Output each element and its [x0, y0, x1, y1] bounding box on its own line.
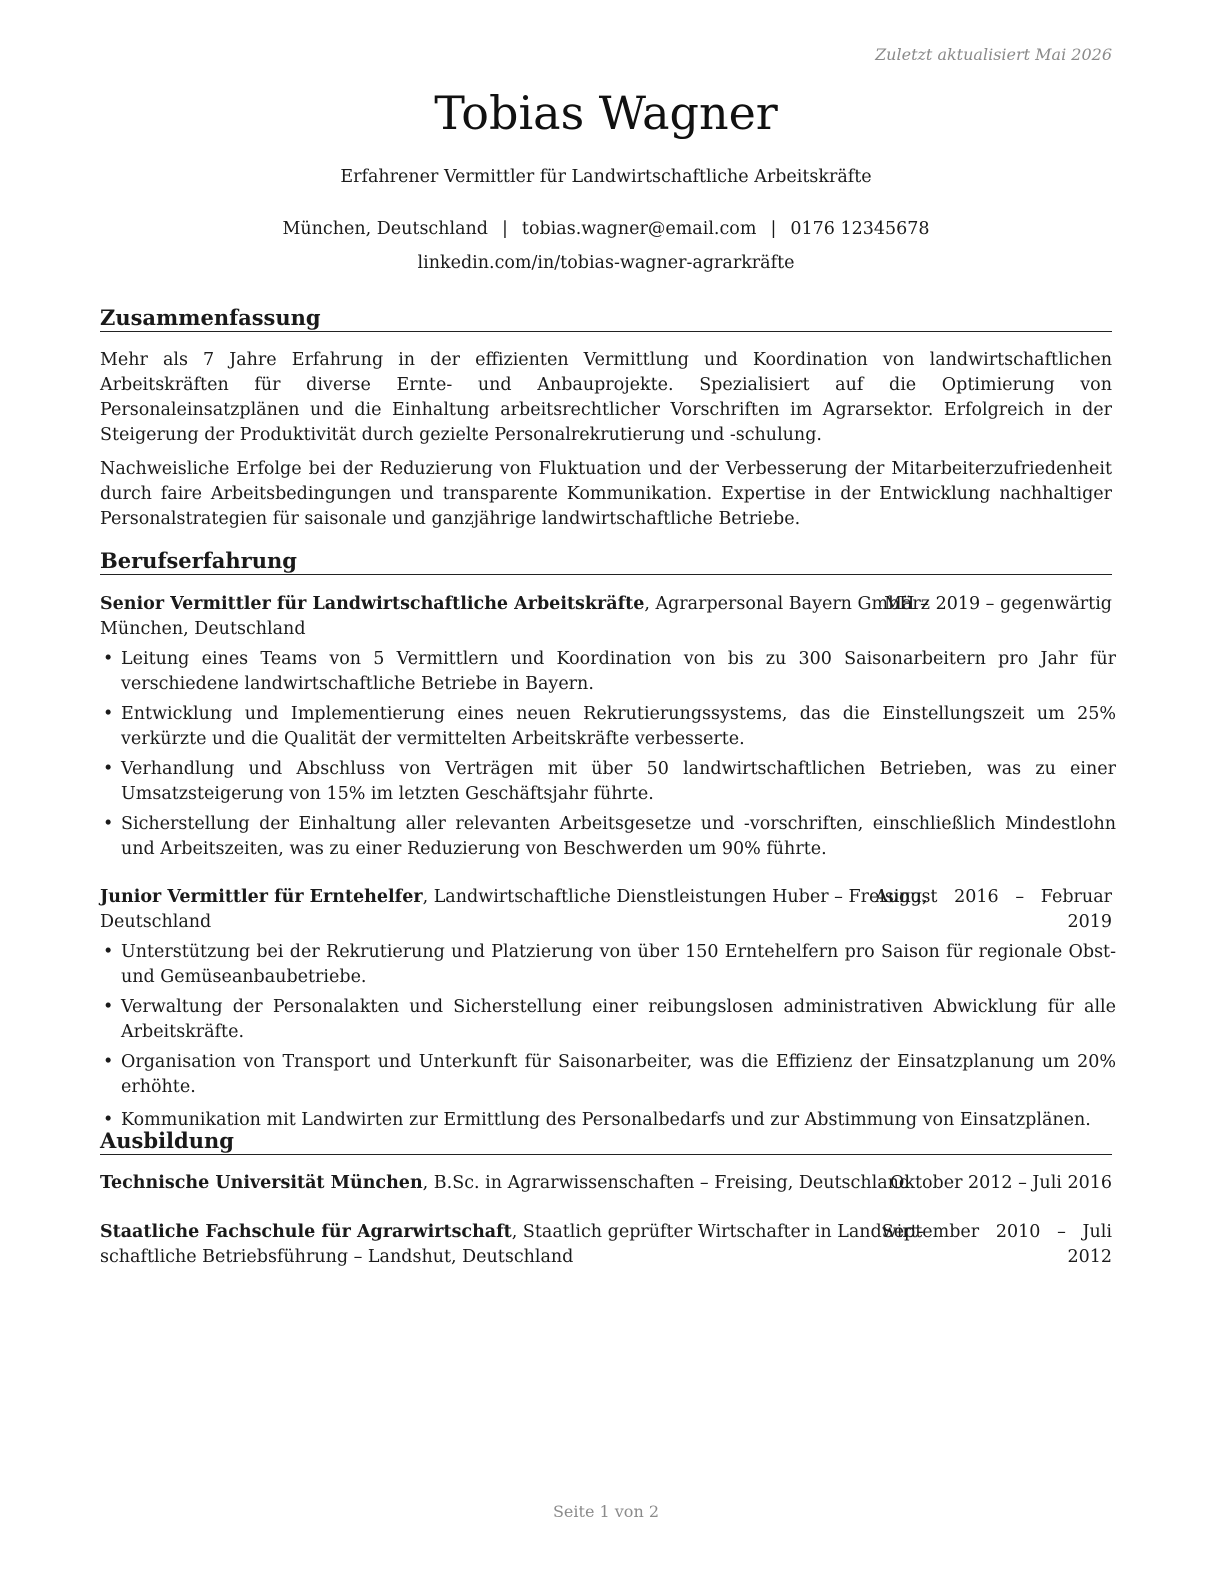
- contact-email[interactable]: tobias.wagner@email.com: [521, 219, 757, 239]
- list-item: • Entwicklung und Implementierung eines neuen Rekrutierungssystems, das die Einstellungszeit um 25% verkürzte und die Qualität der vermittelten Arbeitskräfte verbesserte.: [103, 704, 1116, 749]
- contact-linkedin[interactable]: linkedin.com/in/tobias-wagner-agrarkräfte: [417, 253, 795, 273]
- section-title-summary: Zusammenfassung: [100, 305, 1112, 332]
- bullet-icon: •: [103, 759, 114, 779]
- job-dates: März 2019 – gegenwärtig: [884, 594, 1112, 614]
- job-location: München, Deutschland: [100, 619, 306, 639]
- last-updated-note: Zuletzt aktualisiert Mai 2026: [875, 45, 1112, 64]
- list-item: • Unterstützung bei der Rekrutierung und Platzierung von über 150 Erntehelfern pro Saison für regionale Obst- und Gemüseanbaubetriebe.: [103, 942, 1116, 987]
- section-title-experience: Berufserfahrung: [100, 548, 1112, 575]
- list-item: • Verwaltung der Personalakten und Sicherstellung einer reibungslosen administrativen Abwicklung für alle Arbeitskräfte.: [103, 997, 1116, 1042]
- contact-separator: |: [770, 219, 777, 239]
- list-item: • Sicherstellung der Einhaltung aller relevanten Arbeitsgesetze und -vorschriften, einschließlich Mindestlohn und Arbeitszeiten, was zu einer Reduzierung von Beschwerden um 90% führte.: [103, 814, 1116, 859]
- job-header: [100, 885, 1112, 935]
- bullet-icon: •: [103, 814, 114, 834]
- job-bullets: [100, 647, 1116, 867]
- contact-phone[interactable]: 0176 12345678: [790, 219, 930, 239]
- job-location: Deutschland: [100, 912, 212, 932]
- education-detail: , Staatlich geprüfter Wirtschafter in Landwirt-: [511, 1222, 924, 1242]
- education-detail: , B.Sc. in Agrarwissenschaften – Freising, Deutschland: [422, 1173, 911, 1193]
- list-item: • Verhandlung und Abschluss von Verträgen mit über 50 landwirtschaftlichen Betrieben, was zu einer Umsatzsteigerung von 15% im letzten Geschäftsjahr führte.: [103, 759, 1116, 804]
- list-item: • Organisation von Transport und Unterkunft für Saisonarbeiter, was die Effizienz der Einsatzplanung um 20% erhöhte.: [103, 1052, 1116, 1097]
- education-school: Staatliche Fachschule für Agrarwirtschaft: [100, 1222, 512, 1242]
- page-number: Seite 1 von 2: [552, 1502, 660, 1521]
- education-entry: [100, 1220, 1112, 1270]
- bullet-icon: •: [103, 942, 114, 962]
- bullet-icon: •: [103, 997, 114, 1017]
- job-header: [100, 592, 1112, 642]
- education-entry: [100, 1171, 1112, 1196]
- section-title-education: Ausbildung: [100, 1128, 1112, 1155]
- education-dates: September 2010 – Juli 2012: [881, 1222, 1112, 1267]
- job-dates: August 2016 – Februar 2019: [875, 887, 1112, 932]
- contact-line: [100, 219, 1112, 239]
- bullet-icon: •: [103, 1110, 114, 1130]
- bullet-icon: •: [103, 1052, 114, 1072]
- list-item: • Kommunikation mit Landwirten zur Ermittlung des Personalbedarfs und zur Abstimmung von Einsatzplänen.: [100, 1108, 1116, 1133]
- job-company: , Agrarpersonal Bayern GmbH –: [644, 594, 929, 614]
- bullet-icon: •: [103, 704, 114, 724]
- contact-separator: |: [502, 219, 508, 239]
- education-school: Technische Universität München: [100, 1173, 423, 1193]
- contact-location: München, Deutschland: [282, 219, 488, 239]
- summary-paragraph-2: Nachweisliche Erfolge bei der Reduzierung von Fluktuation und der Verbesserung der Mitarbeiterzufriedenheit durch faire Arbeitsbedingungen und transparente Kommunikation. Expertise in der Entwicklung nachhaltiger Personalstrategien für saisonale und ganzjährige landwirtschaftliche Betriebe.: [100, 459, 1112, 529]
- job-bullets: [100, 940, 1116, 1138]
- list-item: • Leitung eines Teams von 5 Vermittlern und Koordination von bis zu 300 Saisonarbeitern pro Jahr für verschiedene landwirtschaftliche Betriebe in Bayern.: [103, 649, 1116, 694]
- education-dates: Oktober 2012 – Juli 2016: [890, 1173, 1112, 1193]
- job-role: Senior Vermittler für Landwirtschaftliche Arbeitskräfte: [100, 594, 645, 614]
- candidate-tagline: Erfahrener Vermittler für Landwirtschaftliche Arbeitskräfte: [340, 167, 872, 187]
- job-role: Junior Vermittler für Erntehelfer: [100, 887, 423, 907]
- candidate-name: Tobias Wagner: [434, 86, 778, 140]
- summary-paragraph-1: Mehr als 7 Jahre Erfahrung in der effizienten Vermittlung und Koordination von landwirtschaftlichen Arbeitskräften für diverse Ernte- und Anbauprojekte. Spezialisiert auf die Optimierung von Personaleinsatzplänen und die Einhaltung arbeitsrechtlicher Vorschriften im Agrarsektor. Erfolgreich in der Steigerung der Produktivität durch gezielte Personalrekrutierung und -schulung.: [100, 350, 1112, 445]
- education-detail: schaftliche Betriebsführung – Landshut, Deutschland: [100, 1247, 574, 1267]
- job-company: , Landwirtschaftliche Dienstleistungen Huber – Freising,: [422, 887, 928, 907]
- bullet-icon: •: [103, 649, 114, 669]
